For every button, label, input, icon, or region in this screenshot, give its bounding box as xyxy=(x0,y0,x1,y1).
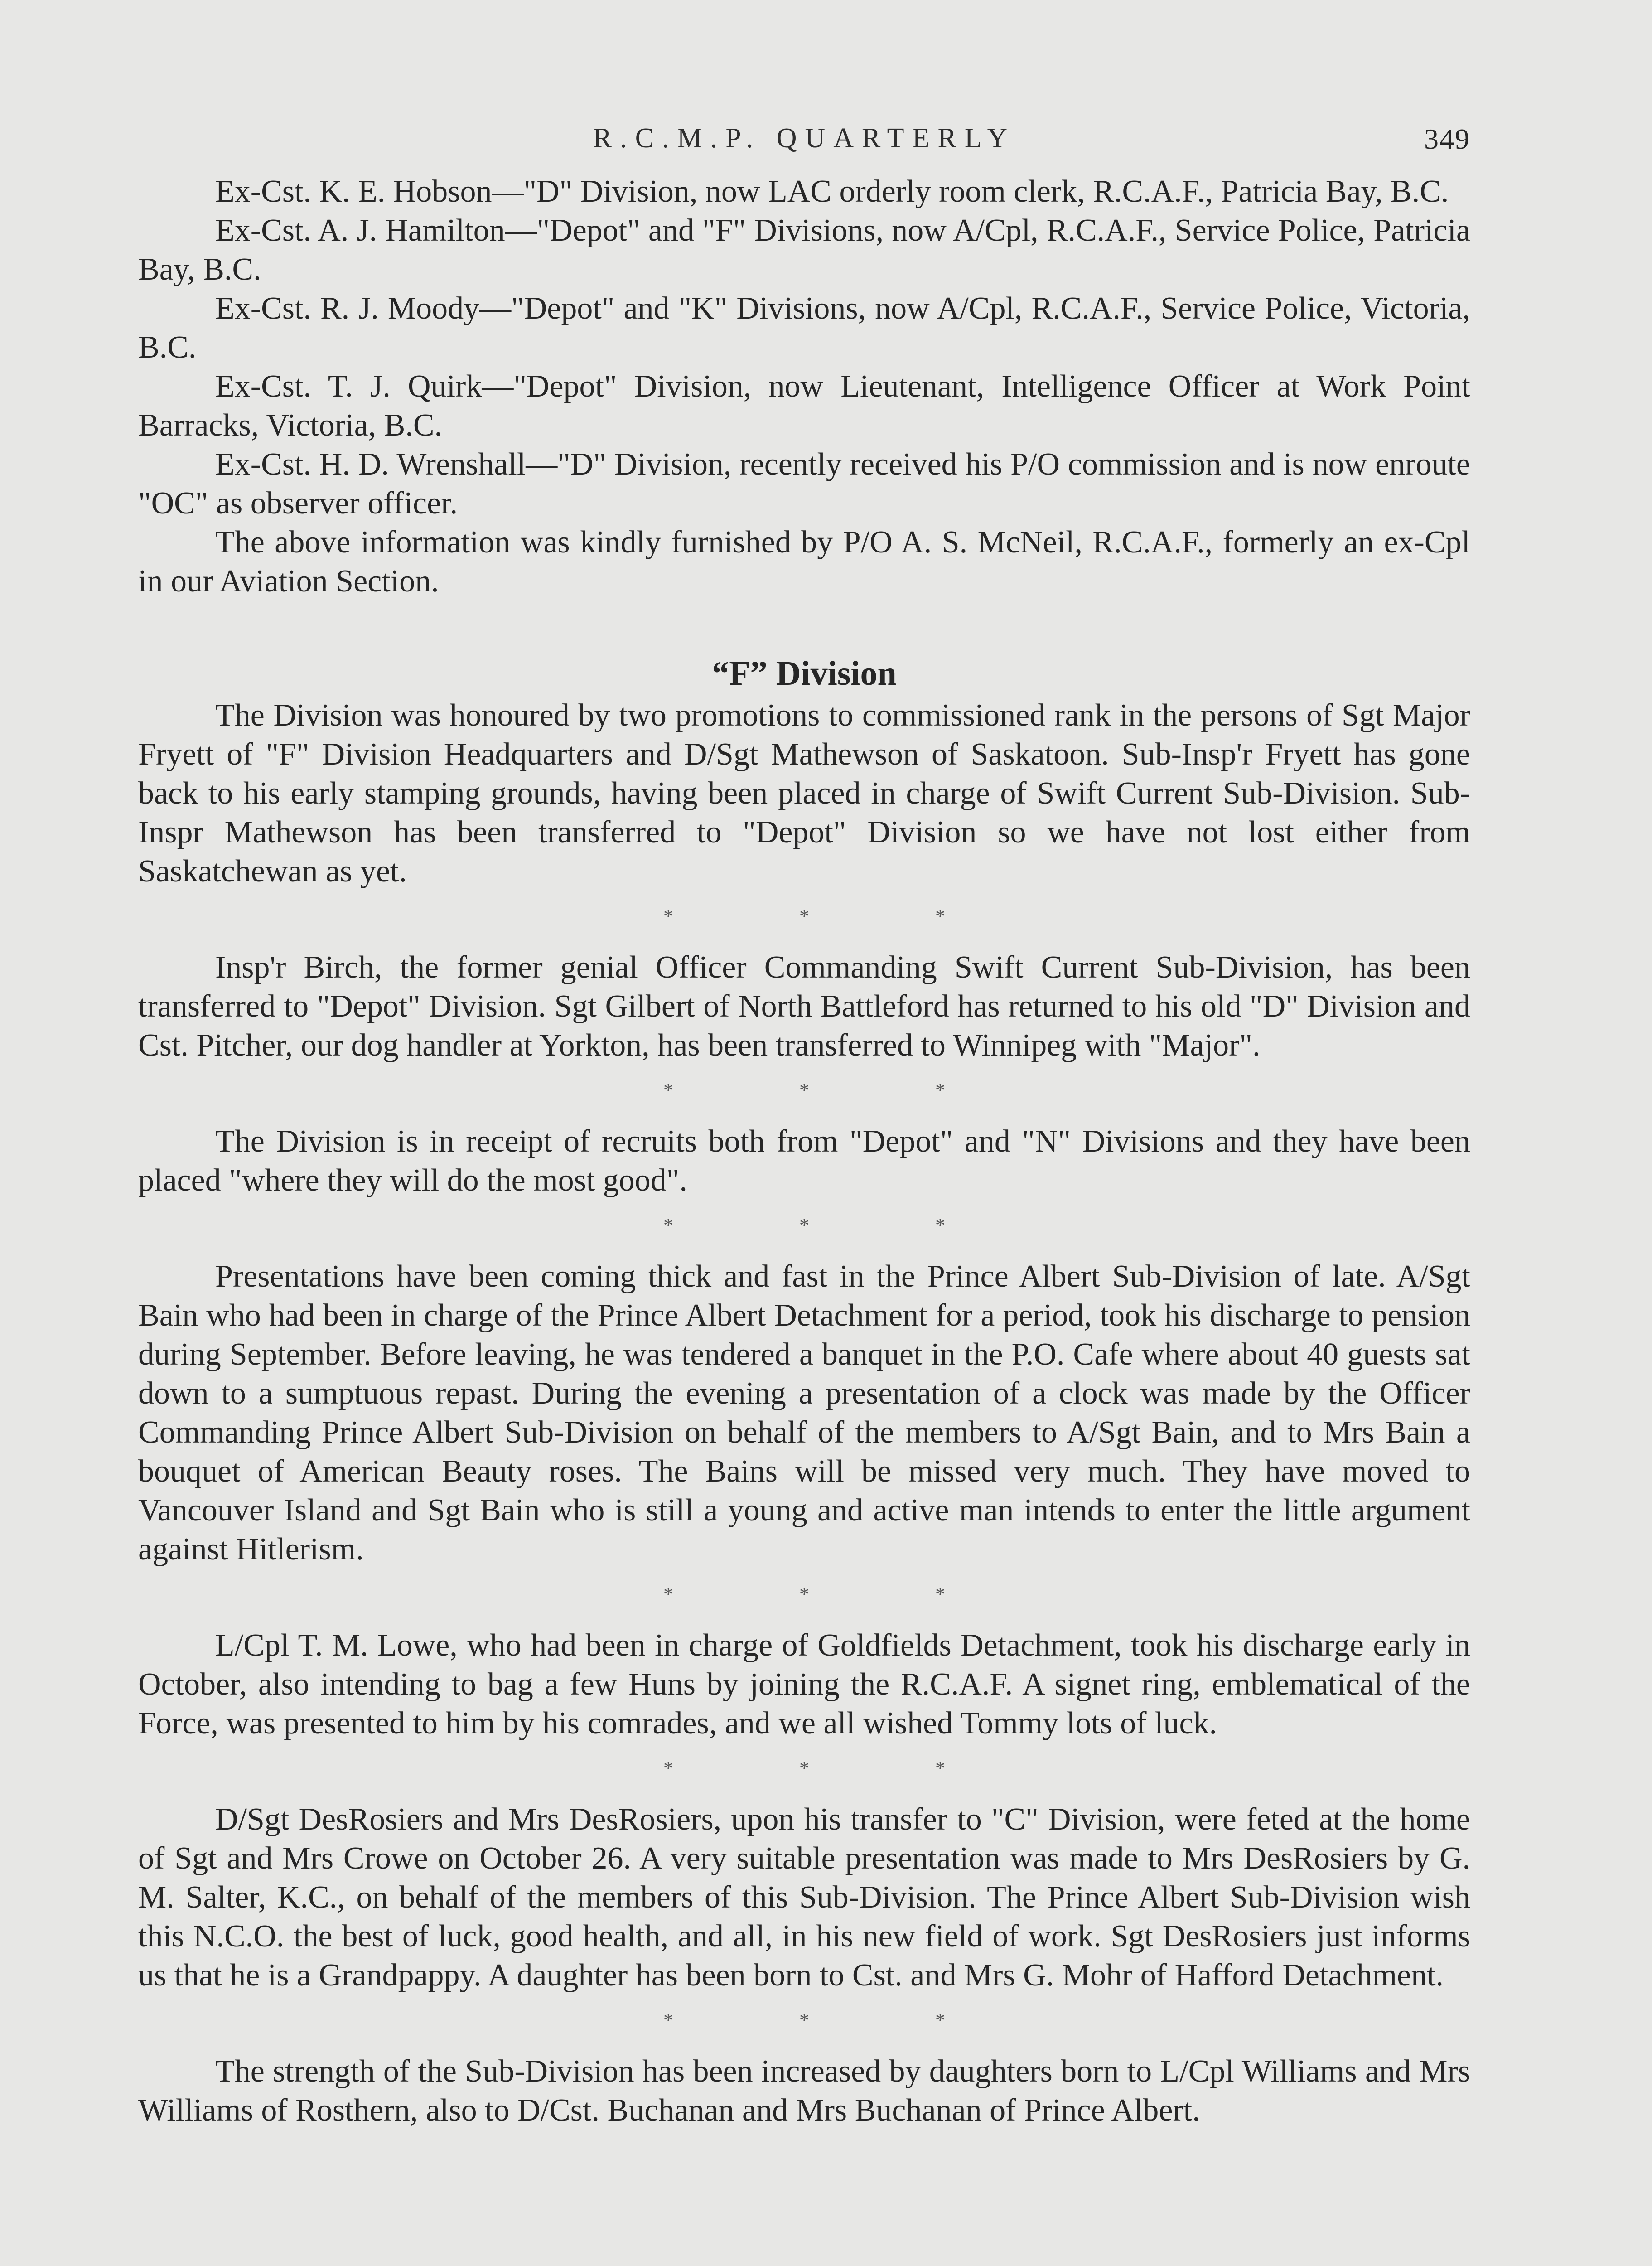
section-separator xyxy=(138,1212,1470,1239)
paragraph: L/Cpl T. M. Lowe, who had been in charge of Goldfields Detachment, took his discharge early in October, also intending to bag a few Huns by joining the R.C.A.F. A signet ring, emblematical of the Force, was presented to him by his comrades, and we all wished Tommy lots of luck. xyxy=(138,1628,1470,1741)
running-head: R.C.M.P. QUARTERLY xyxy=(593,123,1016,154)
separator-mark: * xyxy=(663,905,673,927)
page-header xyxy=(138,113,1470,172)
section-separator xyxy=(138,1755,1470,1782)
paragraph: Insp'r Birch, the former genial Officer Commanding Swift Current Sub-Division, has been transferred to "Depot" Division. Sgt Gilbert of North Battleford has returned to his old "D" Division and Cst. Pitcher, our dog handler at Yorkton, has been transferred to Winnipeg with "Major". xyxy=(138,950,1470,1063)
paragraph: D/Sgt DesRosiers and Mrs DesRosiers, upon his transfer to "C" Division, were feted at the home of Sgt and Mrs Crowe on October 26. A very suitable presentation was made to Mrs DesRosiers by G. M. Salter, K.C., on behalf of the members of this Sub-Division. The Prince Albert Sub-Division wish this N.C.O. the best of luck, good health, and all, in his new field of work. Sgt DesRosiers just informs us that he is a Grandpappy. A daughter has been born to Cst. and Mrs G. Mohr of Hafford Detachment. xyxy=(138,1802,1470,1993)
paragraph: Ex-Cst. H. D. Wrenshall—"D" Division, recently received his P/O commission and is now enroute "OC" as observer officer. xyxy=(138,447,1470,521)
division-section xyxy=(138,696,1470,2130)
paragraph: Ex-Cst. T. J. Quirk—"Depot" Division, now Lieutenant, Intelligence Officer at Work Point Barracks, Victoria, B.C. xyxy=(138,369,1470,443)
section-separator xyxy=(138,2007,1470,2034)
separator-mark: * xyxy=(799,1757,809,1779)
paragraph: The Division was honoured by two promotions to commissioned rank in the persons of Sgt Major Fryett of "F" Division Headquarters and D/Sgt Mathewson of Saskatoon. Sub-Insp'r Fryett has gone back to his early stamping grounds, having been placed in charge of Swift Current Sub-Division. Sub-Inspr Mathewson has been transferred to "Depot" Division so we have not lost either from Saskatchewan as yet. xyxy=(138,698,1470,889)
separator-mark: * xyxy=(663,1079,673,1101)
separator-mark: * xyxy=(935,1757,945,1779)
separator-mark: * xyxy=(663,1214,673,1236)
separator-mark: * xyxy=(935,2009,945,2031)
separator-mark: * xyxy=(799,2009,809,2031)
paragraph: The strength of the Sub-Division has been increased by daughters born to L/Cpl Williams and Mrs Williams of Rosthern, also to D/Cst. Buchanan and Mrs Buchanan of Prince Albert. xyxy=(138,2054,1470,2128)
section-heading: “F” Division xyxy=(712,654,897,692)
separator-mark: * xyxy=(799,905,809,927)
section-separator xyxy=(138,903,1470,930)
section-separator xyxy=(138,1077,1470,1104)
separator-mark: * xyxy=(935,905,945,927)
separator-mark: * xyxy=(663,1757,673,1779)
paragraph: The Division is in receipt of recruits both from "Depot" and "N" Divisions and they have been placed "where they will do the most good". xyxy=(138,1124,1470,1198)
separator-mark: * xyxy=(663,2009,673,2031)
separator-mark: * xyxy=(799,1583,809,1605)
separator-mark: * xyxy=(799,1079,809,1101)
section-separator xyxy=(138,1581,1470,1608)
separator-mark: * xyxy=(935,1214,945,1236)
paragraph: Presentations have been coming thick and fast in the Prince Albert Sub-Division of late. A/Sgt Bain who had been in charge of the Prince Albert Detachment for a period, took his discharge to pension during September. Before leaving, he was tendered a banquet in the P.O. Cafe where about 40 guests sat down to a sumptuous repast. During the evening a presentation of a clock was made by the Officer Commanding Prince Albert Sub-Division on behalf of the members to A/Sgt Bain, and to Mrs Bain a bouquet of American Beauty roses. The Bains will be missed very much. They have moved to Vancouver Island and Sgt Bain who is still a young and active man intends to enter the little argument against Hitlerism. xyxy=(138,1259,1470,1567)
intro-section xyxy=(138,172,1470,601)
separator-mark: * xyxy=(935,1583,945,1605)
separator-mark: * xyxy=(663,1583,673,1605)
separator-mark: * xyxy=(935,1079,945,1101)
paragraph: The above information was kindly furnished by P/O A. S. McNeil, R.C.A.F., formerly an ex-Cpl in our Aviation Section. xyxy=(138,525,1470,599)
page xyxy=(138,113,1470,2130)
separator-mark: * xyxy=(799,1214,809,1236)
paragraph: Ex-Cst. R. J. Moody—"Depot" and "K" Divisions, now A/Cpl, R.C.A.F., Service Police, Victoria, B.C. xyxy=(138,291,1470,365)
paragraph: Ex-Cst. A. J. Hamilton—"Depot" and "F" Divisions, now A/Cpl, R.C.A.F., Service Police, Patricia Bay, B.C. xyxy=(138,213,1470,287)
paragraph: Ex-Cst. K. E. Hobson—"D" Division, now LAC orderly room clerk, R.C.A.F., Patricia Bay, B.C. xyxy=(215,174,1449,209)
page-number: 349 xyxy=(1424,123,1470,155)
